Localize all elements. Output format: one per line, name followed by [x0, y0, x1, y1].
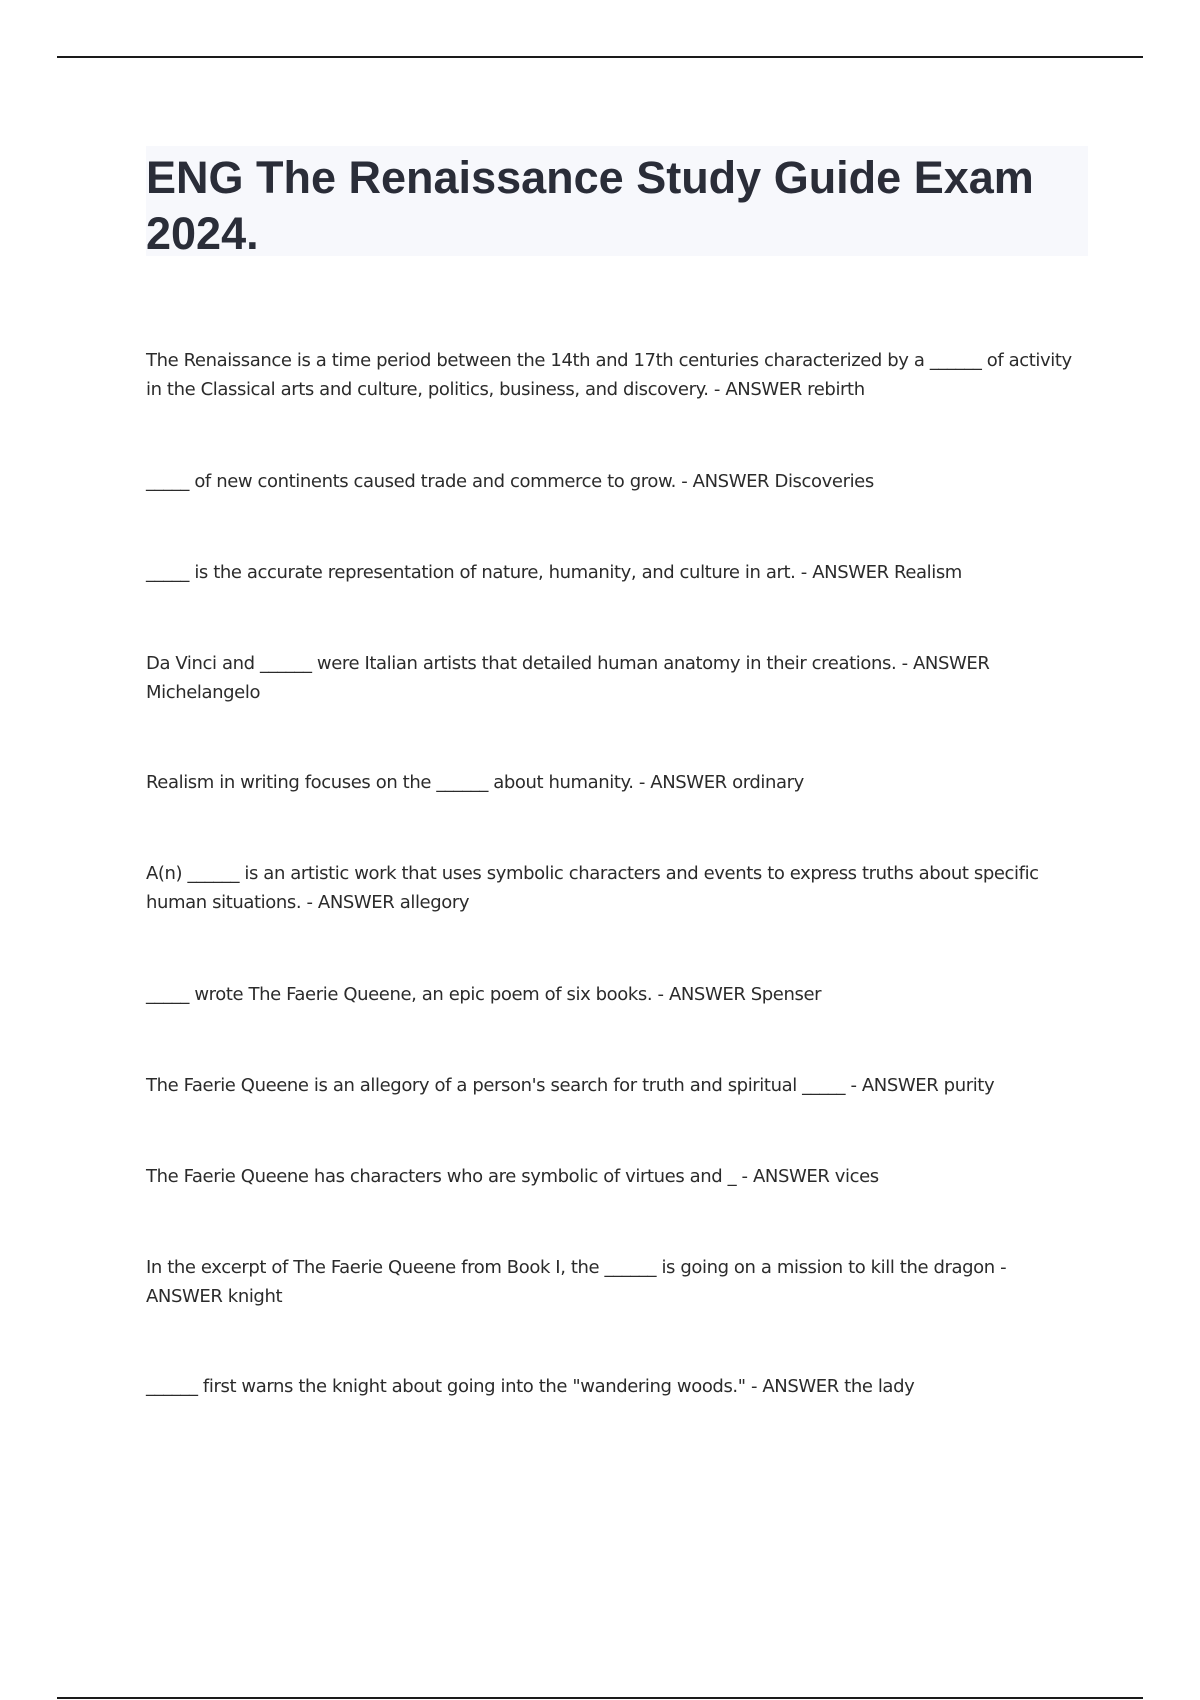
- qa-item-1: The Renaissance is a time period between the 14th and 17th centuries characterized by a ______ of activity in the Classical arts and culture, politics, business, and discovery. - ANSWER rebirth: [146, 350, 1072, 400]
- qa-item-7: _____ wrote The Faerie Queene, an epic poem of six books. - ANSWER Spenser: [146, 984, 822, 1005]
- footer-rule: [57, 1697, 1143, 1699]
- title-block: [146, 146, 1088, 259]
- qa-item-2: _____ of new continents caused trade and commerce to grow. - ANSWER Discoveries: [146, 471, 874, 492]
- qa-item-10: In the excerpt of The Faerie Queene from Book I, the ______ is going on a mission to kill the dragon - ANSWER knight: [146, 1257, 1007, 1307]
- qa-item-9: The Faerie Queene has characters who are symbolic of virtues and _ - ANSWER vices: [146, 1166, 879, 1187]
- qa-item-11: ______ first warns the knight about going into the "wandering woods." - ANSWER the lady: [146, 1376, 915, 1397]
- qa-item-5: Realism in writing focuses on the ______ about humanity. - ANSWER ordinary: [146, 772, 804, 793]
- qa-item-4: Da Vinci and ______ were Italian artists that detailed human anatomy in their creations. - ANSWER Michelangelo: [146, 653, 990, 703]
- document-title: ENG The Renaissance Study Guide Exam 2024.: [146, 152, 1034, 259]
- header-rule: [57, 56, 1143, 58]
- qa-item-3: _____ is the accurate representation of nature, humanity, and culture in art. - ANSWER Realism: [146, 562, 962, 583]
- qa-item-8: The Faerie Queene is an allegory of a person's search for truth and spiritual _____ - ANSWER purity: [146, 1075, 995, 1096]
- qa-item-6: A(n) ______ is an artistic work that uses symbolic characters and events to express truths about specific human situations. - ANSWER allegory: [146, 863, 1039, 913]
